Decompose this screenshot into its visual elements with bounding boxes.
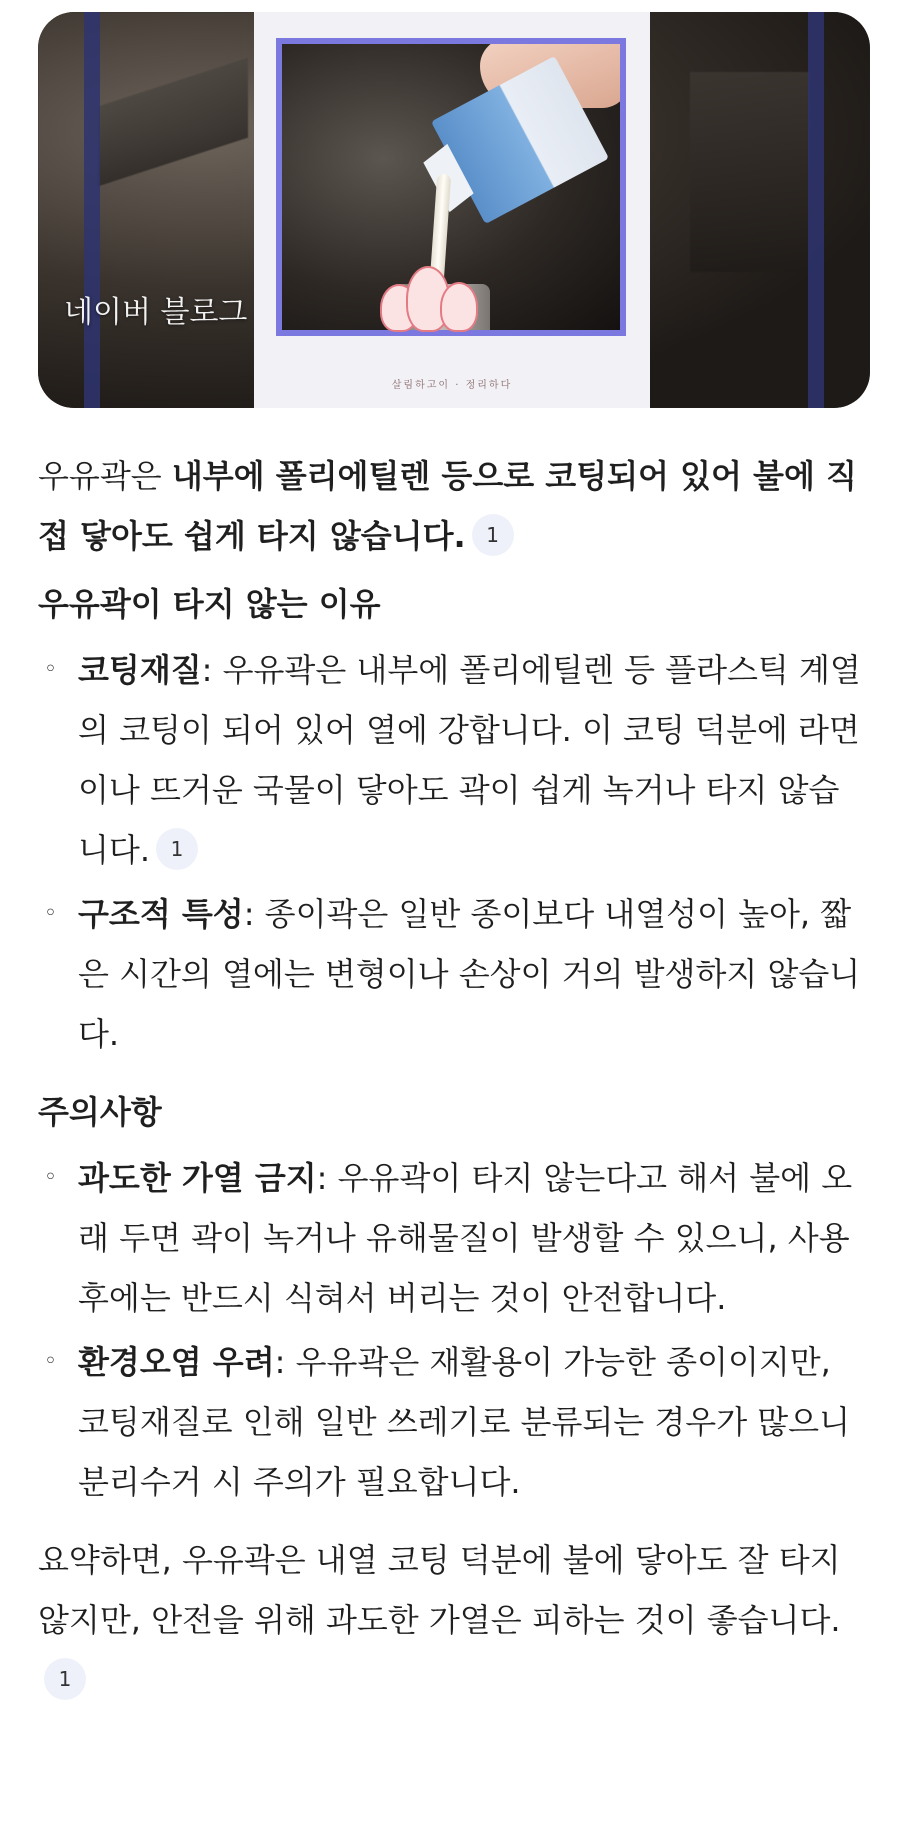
citation-badge[interactable]: 1 — [472, 514, 514, 556]
section-title-reasons: 우유곽이 타지 않는 이유 — [38, 585, 381, 623]
list-item-text: : 우유곽이 타지 않는다고 해서 불에 오래 두면 곽이 녹거나 유해물질이 발생할 수 있으니, 사용 후에는 반드시 식혀서 버리는 것이 안전합니다. — [78, 1159, 853, 1317]
summary-paragraph — [38, 1530, 862, 1710]
summary-text: 요약하면, 우유곽은 내열 코팅 덕분에 불에 닿아도 잘 타지 않지만, 안전을 위해 과도한 가열은 피하는 것이 좋습니다. — [38, 1541, 841, 1639]
bullet-circle-icon: ◦ — [44, 1349, 57, 1374]
answer-page — [0, 12, 900, 1847]
list-item — [38, 1148, 862, 1328]
bullet-circle-icon: ◦ — [44, 901, 57, 926]
section-title-cautions: 주의사항 — [38, 1093, 162, 1131]
cautions-list — [38, 1148, 862, 1512]
citation-badge[interactable]: 1 — [44, 1658, 86, 1700]
list-item-text: : 우유곽은 재활용이 가능한 종이이지만, 코팅재질로 인해 일반 쓰레기로 분류되는 경우가 많으니 분리수거 시 주의가 필요합니다. — [78, 1343, 851, 1501]
answer-content — [38, 446, 862, 1710]
intro-paragraph — [38, 446, 862, 566]
list-item-term: 환경오염 우려 — [78, 1343, 275, 1381]
bullet-circle-icon: ◦ — [44, 657, 57, 682]
list-item — [38, 1332, 862, 1512]
citation-badge[interactable]: 1 — [156, 828, 198, 870]
list-item-text: : 우유곽은 내부에 폴리에틸렌 등 플라스틱 계열의 코팅이 되어 있어 열에 강합니다. 이 코팅 덕분에 라면이나 뜨거운 국물이 닿아도 곽이 쉽게 녹거나 타지 않습니다. — [78, 651, 861, 869]
list-item-term: 구조적 특성 — [78, 895, 244, 933]
bullet-circle-icon: ◦ — [44, 1165, 57, 1190]
intro-lead: 우유곽은 — [38, 457, 172, 495]
intro-bold: 내부에 폴리에틸렌 등으로 코팅되어 있어 불에 직접 닿아도 쉽게 타지 않습니다. — [38, 457, 857, 555]
list-item-text: : 종이곽은 일반 종이보다 내열성이 높아, 짧은 시간의 열에는 변형이나 손상이 거의 발생하지 않습니다. — [78, 895, 861, 1053]
reasons-list — [38, 640, 862, 1064]
image-edge-right — [808, 12, 824, 408]
pig-mascot-icon — [380, 262, 476, 332]
list-item-term: 과도한 가열 금지 — [78, 1159, 317, 1197]
image-edge-left — [84, 12, 100, 408]
image-source-label[interactable]: 네이버 블로그 — [64, 295, 248, 330]
thumbnail-caption: 살림하고이 · 정리하다 — [391, 380, 513, 391]
list-item-term: 코팅재질 — [78, 651, 202, 689]
image-card[interactable] — [38, 12, 870, 408]
list-item — [38, 884, 862, 1064]
thumbnail-frame — [254, 12, 650, 408]
list-item — [38, 640, 862, 880]
